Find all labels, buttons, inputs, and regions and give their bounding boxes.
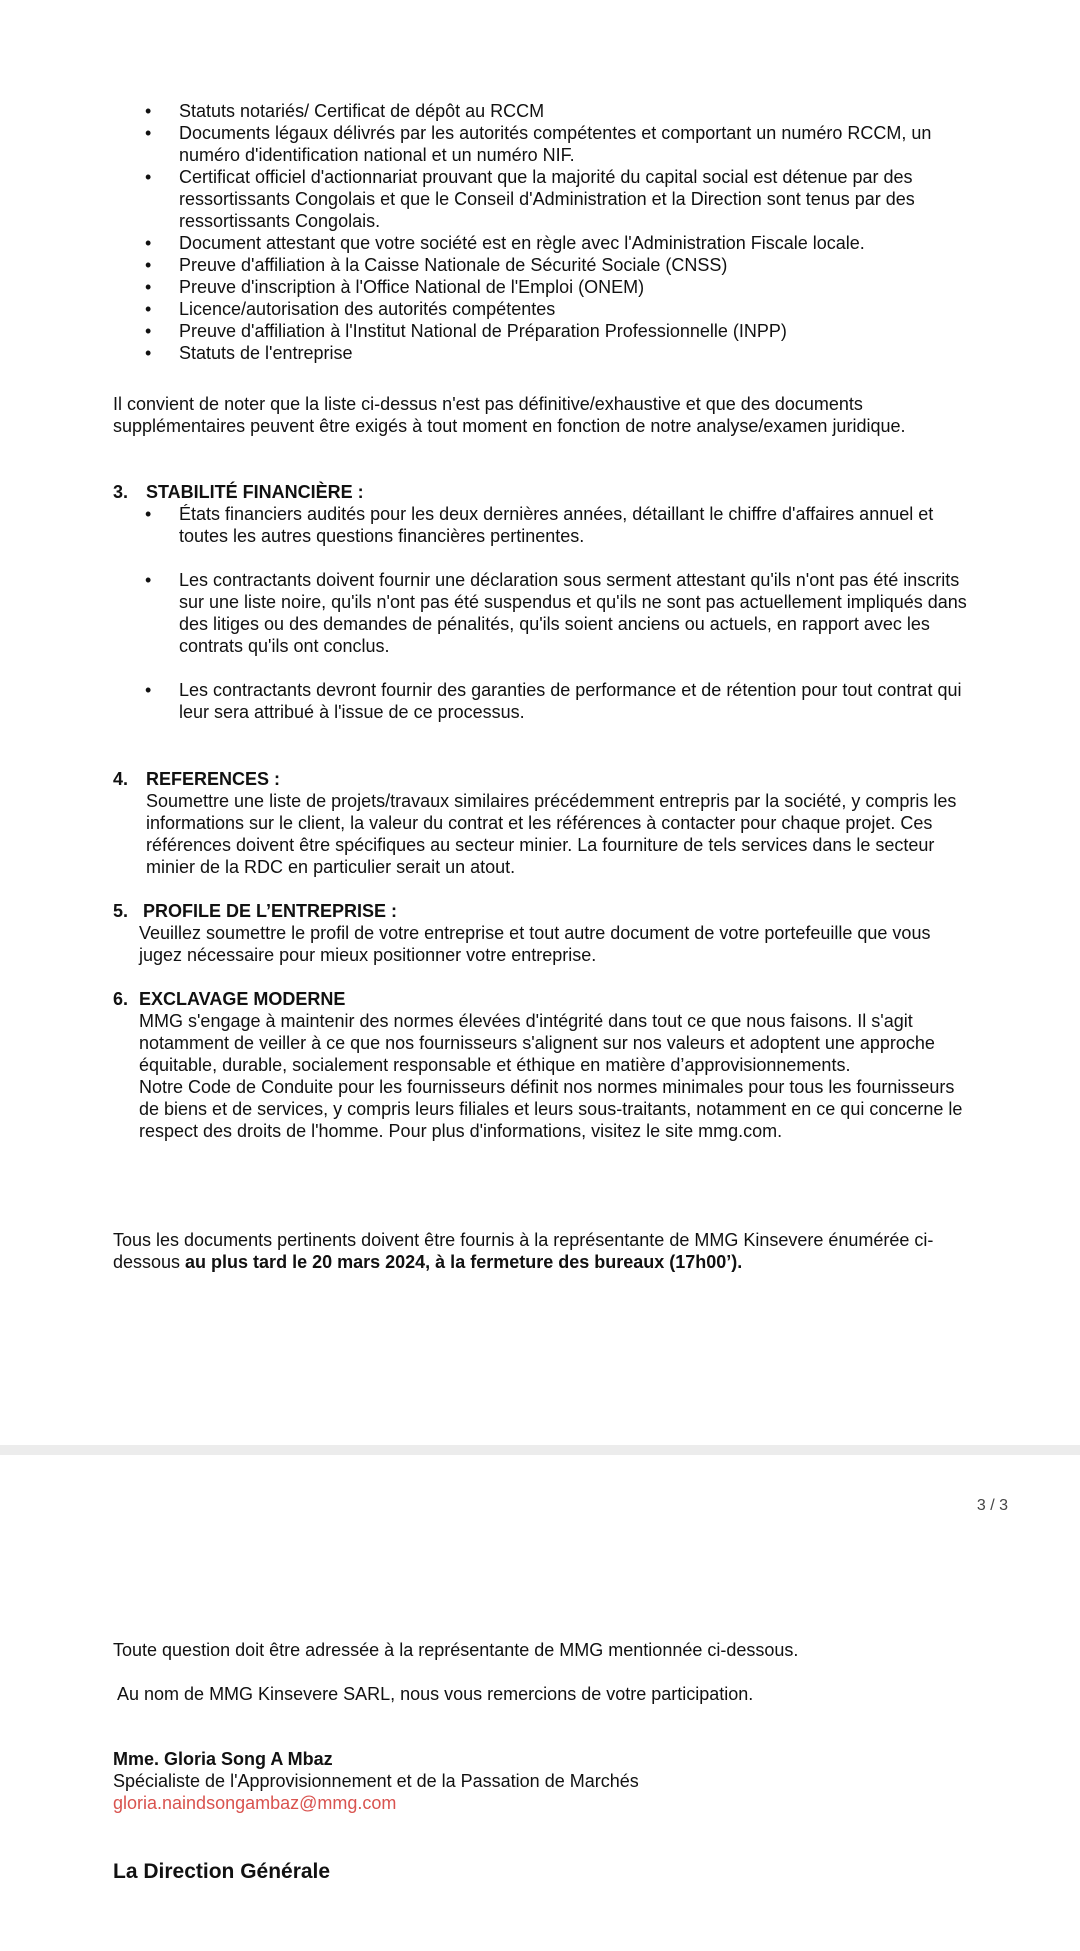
list-item: • Statuts de l'entreprise bbox=[113, 342, 968, 364]
section-title: PROFILE DE L’ENTREPRISE : bbox=[143, 901, 398, 921]
section-number: 3. bbox=[113, 482, 129, 502]
deadline-paragraph bbox=[113, 1229, 968, 1273]
document-page-3 bbox=[0, 1455, 1080, 1951]
list-item: • Document attestant que votre société est en règle avec l'Administration Fiscale locale. bbox=[113, 232, 968, 254]
thanks-line: Au nom de MMG Kinsevere SARL, nous vous remercions de votre participation. bbox=[113, 1684, 754, 1704]
list-item: • Preuve d'affiliation à la Caisse Nationale de Sécurité Sociale (CNSS) bbox=[113, 254, 968, 276]
list-item: • Les contractants devront fournir des garanties de performance et de rétention pour tout contrat qui leur sera attribué à l'issue de ce processus. bbox=[113, 679, 968, 723]
page-separator bbox=[0, 1445, 1080, 1455]
section-company-profile bbox=[113, 900, 968, 966]
section-references bbox=[113, 768, 968, 878]
list-item: • Les contractants doivent fournir une déclaration sous serment attestant qu'ils n'ont pas été inscrits sur une liste noire, qu'ils n'ont pas été suspendus et qu'ils ne sont pas actuellement impliqués dans des litiges ou des demandes de pénalités, qu'ils soient anciens ou actuels, en rapport avec les contrats qu'ils ont conclus. bbox=[113, 569, 968, 657]
contact-name: Mme. Gloria Song A Mbaz bbox=[113, 1749, 333, 1769]
section-text: Soumettre une liste de projets/travaux similaires précédemment entrepris par la société, y compris les informations sur le client, la valeur du contrat et les références à contacter pour chaque projet. Ces références doivent être spécifiques au secteur minier. La fourniture de tels services dans le secteur minier de la RDC en particulier serait un atout. bbox=[146, 791, 957, 877]
deadline-text: Tous les documents pertinents doivent être fournis à la représentante de MMG Kinsevere énumérée ci-dessous bbox=[113, 1230, 934, 1272]
section-text: MMG s'engage à maintenir des normes élevées d'intégrité dans tout ce que nous faisons. Il s'agit notamment de veiller à ce que nos fournisseurs s'alignent sur nos valeurs et adoptent une approche équitable, durable, socialement responsable et éthique en matière d’approvisionnements. bbox=[139, 1011, 935, 1075]
section-financial-stability bbox=[113, 481, 968, 723]
list-item: • Preuve d'affiliation à l'Institut National de Préparation Professionnelle (INPP) bbox=[113, 320, 968, 342]
section-title: REFERENCES : bbox=[146, 769, 281, 789]
section-heading bbox=[113, 988, 968, 1010]
signoff: La Direction Générale bbox=[113, 1860, 331, 1883]
section-number: 5. bbox=[113, 901, 129, 921]
contact-email-link[interactable]: gloria.naindsongambaz@mmg.com bbox=[113, 1793, 397, 1813]
section-text: Notre Code de Conduite pour les fournisseurs définit nos normes minimales pour tous les fournisseurs de biens et de services, y compris leurs filiales et leurs sous-traitants, notamment en ce qui concerne le respect des droits de l'homme. Pour plus d'informations, visitez le site mmg.com. bbox=[139, 1077, 963, 1141]
section-number: 6. bbox=[113, 989, 129, 1009]
section-number: 4. bbox=[113, 769, 129, 789]
question-line: Toute question doit être adressée à la représentante de MMG mentionnée ci-dessous. bbox=[113, 1640, 799, 1660]
contact-block bbox=[113, 1748, 968, 1814]
list-item: • États financiers audités pour les deux dernières années, détaillant le chiffre d'affaires annuel et toutes les autres questions financières pertinentes. bbox=[113, 503, 968, 547]
list-item: • Certificat officiel d'actionnariat prouvant que la majorité du capital social est détenue par des ressortissants Congolais et que le Conseil d'Administration et la Direction sont tenus par des ressortissants Congolais. bbox=[113, 166, 968, 232]
contact-title: Spécialiste de l'Approvisionnement et de la Passation de Marchés bbox=[113, 1771, 639, 1791]
non-exhaustive-note: Il convient de noter que la liste ci-dessus n'est pas définitive/exhaustive et que des documents supplémentaires peuvent être exigés à tout moment en fonction de notre analyse/examen juridique. bbox=[113, 394, 906, 436]
section-heading bbox=[113, 768, 968, 790]
section-heading bbox=[113, 481, 968, 503]
section-title: STABILITÉ FINANCIÈRE : bbox=[146, 482, 364, 502]
section-heading bbox=[113, 900, 968, 922]
list-item: • Statuts notariés/ Certificat de dépôt au RCCM bbox=[113, 100, 968, 122]
section-title: EXCLAVAGE MODERNE bbox=[139, 989, 346, 1009]
required-documents-list bbox=[113, 100, 968, 364]
deadline-date: au plus tard le 20 mars 2024, à la fermeture des bureaux (17h00’). bbox=[185, 1252, 743, 1272]
list-item: • Licence/autorisation des autorités compétentes bbox=[113, 298, 968, 320]
list-item: • Preuve d'inscription à l'Office National de l'Emploi (ONEM) bbox=[113, 276, 968, 298]
page-number: 3 / 3 bbox=[976, 1497, 1008, 1514]
section-modern-slavery bbox=[113, 988, 968, 1142]
list-item: • Documents légaux délivrés par les autorités compétentes et comportant un numéro RCCM, un numéro d'identification national et un numéro NIF. bbox=[113, 122, 968, 166]
section-text: Veuillez soumettre le profil de votre entreprise et tout autre document de votre portefeuille que vous jugez nécessaire pour mieux positionner votre entreprise. bbox=[139, 923, 931, 965]
